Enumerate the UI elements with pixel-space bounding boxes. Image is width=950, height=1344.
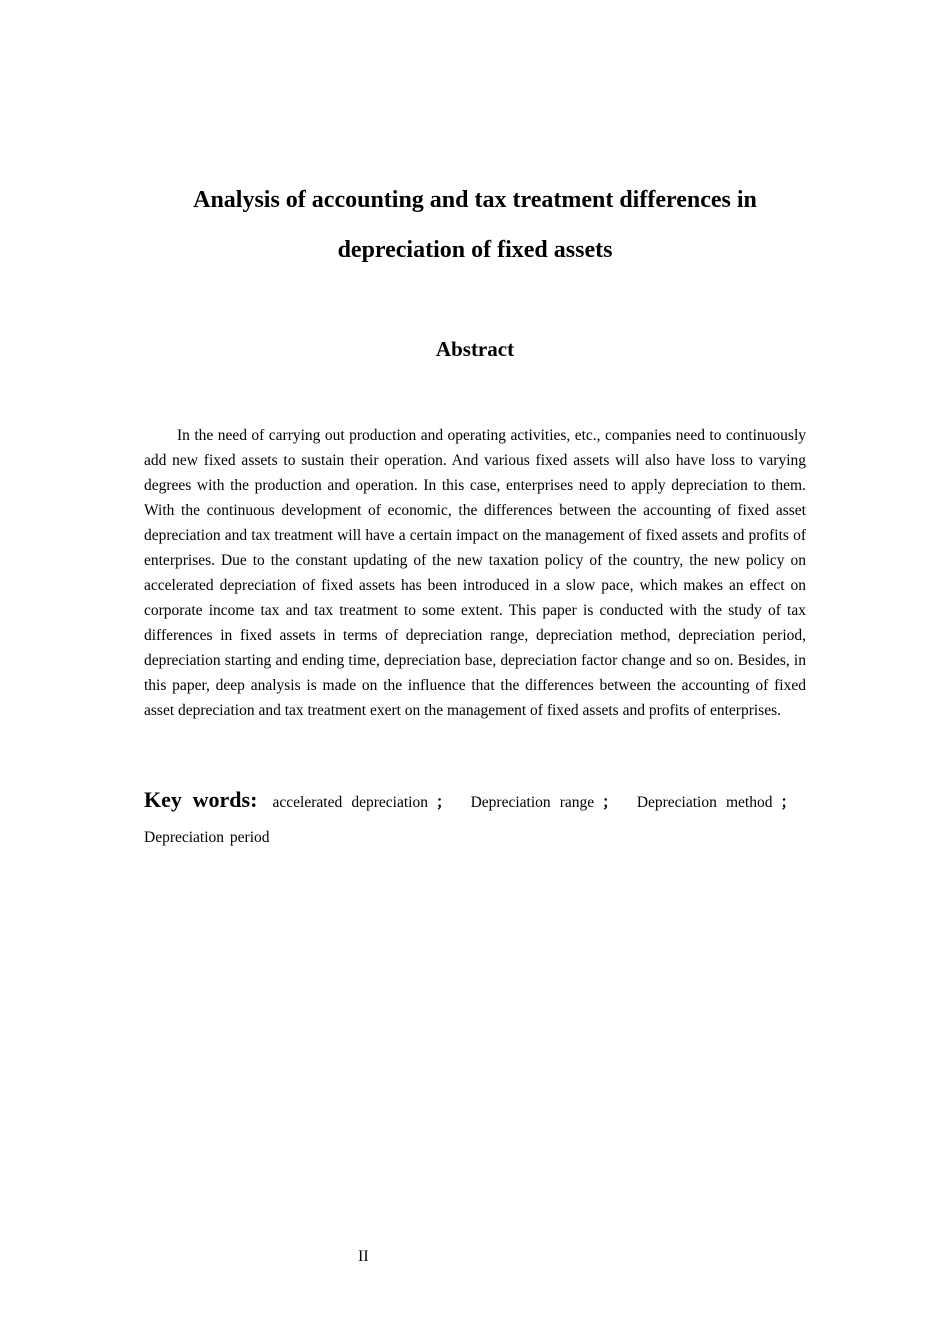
keyword-separator: ； — [435, 794, 452, 811]
abstract-heading: Abstract — [435, 337, 515, 361]
keyword-separator: ； — [780, 794, 796, 811]
keyword-item: Depreciation method — [636, 794, 773, 811]
abstract-body: In the need of carrying out production and operating activities, etc., companies need to continuously add new fixed assets to sustain their operation. And various fixed assets will also have loss to varying degrees with the production and operation. In this case, enterprises need to apply depreciation to them. With the continuous development of economic, the differences between the accounting of fixed asset depreciation and tax treatment will have a certain impact on the management of fixed assets and profits of enterprises. Due to the constant updating of the new taxation policy of the country, the new policy on accelerated depreciation of fixed assets has been introduced in a slow pace, which makes an effect on corporate income tax and tax treatment to some extent. This paper is conducted with the study of tax differences in fixed assets in terms of depreciation range, depreciation method, depreciation period, depreciation starting and ending time, depreciation base, depreciation factor change and so on. Besides, in this paper, deep analysis is made on the influence that the differences between the accounting of fixed asset depreciation and tax treatment exert on the management of fixed assets and profits of enterprises. — [144, 427, 806, 719]
keyword-item: Depreciation period — [144, 829, 270, 846]
keyword-item: accelerated depreciation — [272, 794, 428, 811]
paper-title-line-2: depreciation of fixed assets — [337, 237, 613, 263]
keyword-separator: ； — [602, 794, 618, 811]
keywords-section — [144, 782, 806, 855]
paper-title-line-1: Analysis of accounting and tax treatment differences in — [193, 187, 757, 213]
keywords-label: Key words: — [144, 787, 258, 812]
keyword-item: Depreciation range — [470, 794, 595, 811]
page-number: II — [358, 1248, 369, 1265]
